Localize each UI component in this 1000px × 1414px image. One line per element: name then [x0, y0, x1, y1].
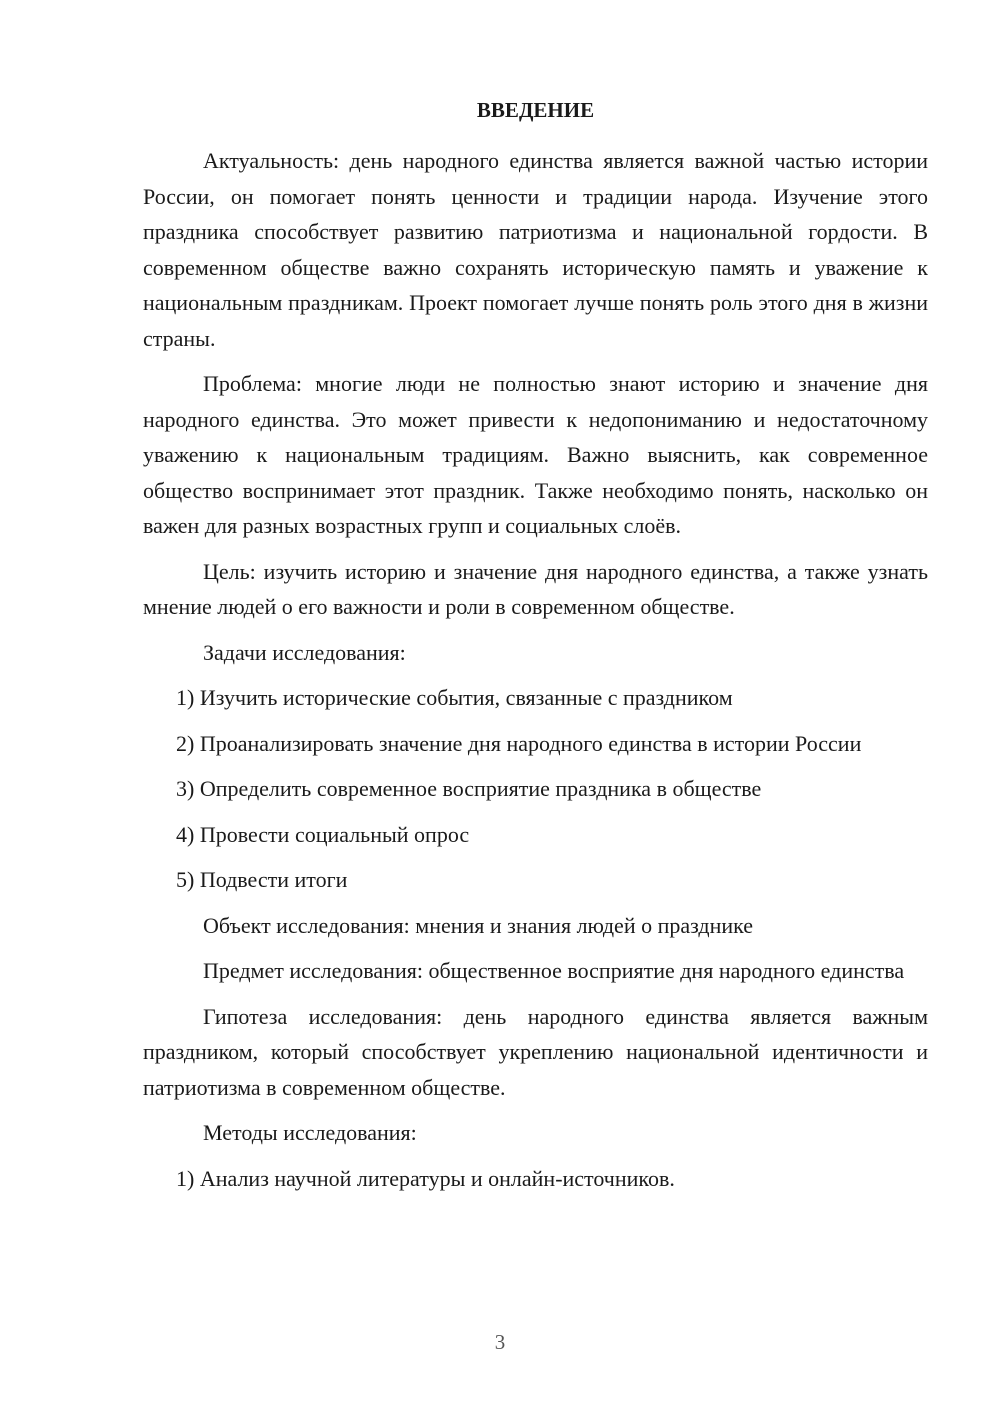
object-paragraph: Объект исследования: мнения и знания людей о празднике: [203, 912, 754, 938]
task-item: 4) Провести социальный опрос: [176, 821, 470, 847]
task-item: 1) Изучить исторические события, связанные с праздником: [176, 685, 733, 710]
problem-paragraph: Проблема: многие люди не полностью знают историю и значение дня народного единства. Это может привести к недопониманию и недостаточному уважению к национальным традициям. Важно выяснить, как современное общество воспринимает этот праздник. Также необходимо понять, насколько он важен для разных возрастных групп и социальных слоёв.: [143, 371, 928, 538]
task-item: 2) Проанализировать значение дня народного единства в истории России: [176, 730, 862, 756]
relevance-paragraph: Актуальность: день народного единства является важной частью истории России, он помогает понять ценности и традиции народа. Изучение этого праздника способствует развитию патриотизма и национальной гордости. В современном обществе важно сохранять историческую память и уважение к национальным праздникам. Проект помогает лучше понять роль этого дня в жизни страны.: [143, 148, 928, 351]
task-item: 5) Подвести итоги: [176, 867, 348, 892]
methods-heading: Методы исследования:: [203, 1120, 417, 1145]
subject-paragraph: Предмет исследования: общественное восприятие дня народного единства: [203, 958, 905, 983]
document-page: [143, 92, 928, 1206]
task-item: 3) Определить современное восприятие праздника в обществе: [176, 776, 762, 801]
document-title: ВВЕДЕНИЕ: [476, 98, 595, 122]
goal-paragraph: Цель: изучить историю и значение дня народного единства, а также узнать мнение людей о его важности и роли в современном обществе.: [143, 558, 928, 619]
tasks-heading: Задачи исследования:: [203, 639, 406, 665]
method-item: 1) Анализ научной литературы и онлайн-источников.: [176, 1165, 675, 1191]
page-number: 3: [494, 1330, 506, 1354]
hypothesis-paragraph: Гипотеза исследования: день народного единства является важным праздником, который способствует укреплению национальной идентичности и патриотизма в современном обществе.: [143, 1003, 928, 1100]
